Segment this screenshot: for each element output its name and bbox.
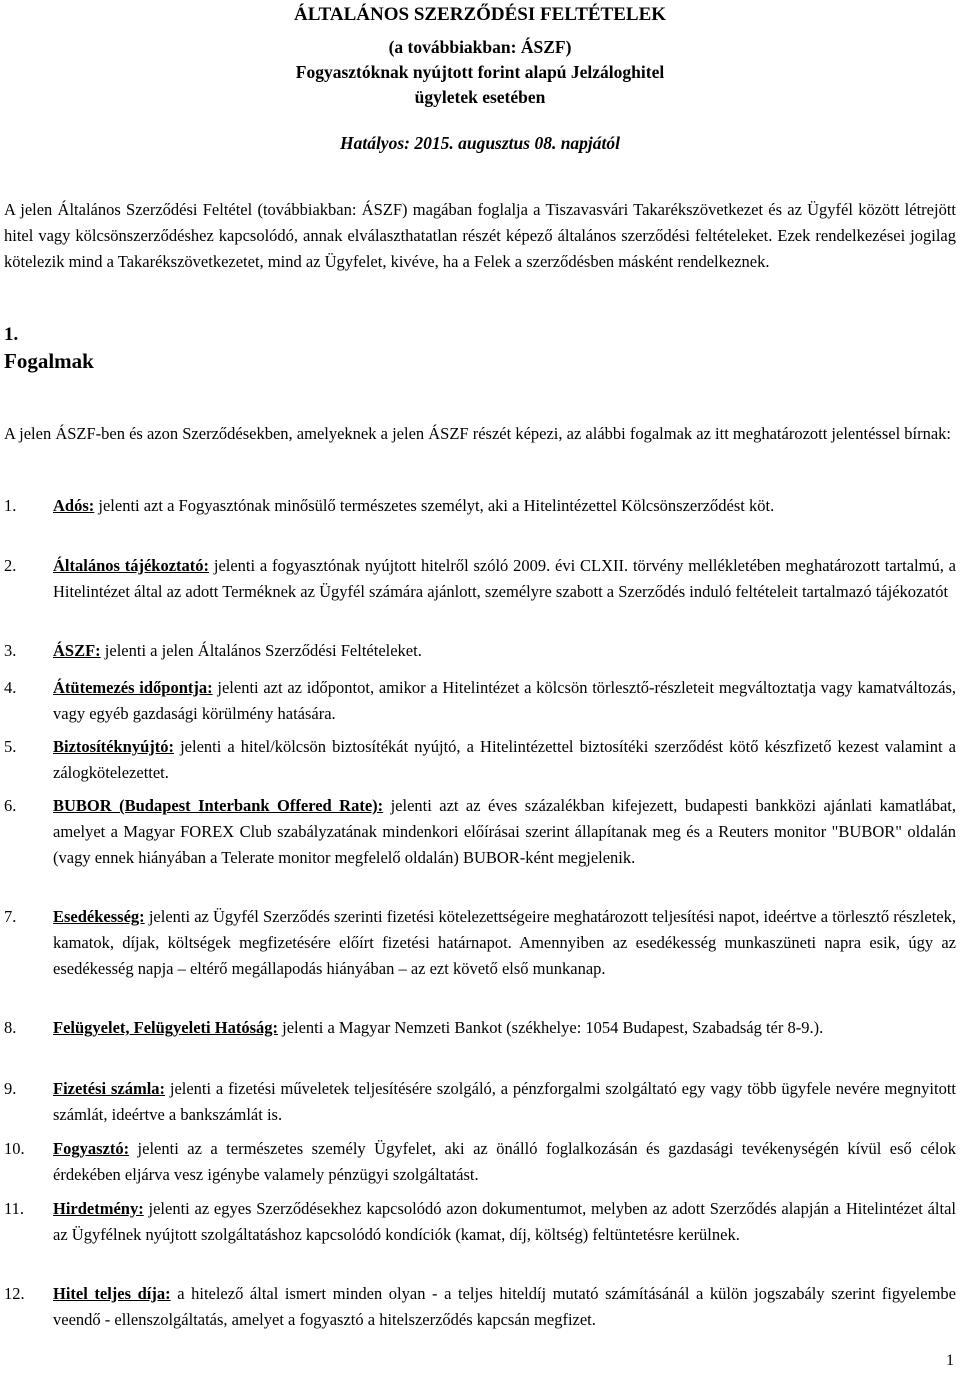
definition-text: a hitelező által ismert minden olyan - a teljes hiteldíj mutató számításánál a külön jogszabály szerint figyelembe veendő - ellenszolgáltatás, amelyet a fogyasztó a hitelszerződés kapcsán megfizet. bbox=[53, 1284, 956, 1329]
definition-term: ÁSZF: bbox=[53, 641, 101, 660]
definition-item bbox=[4, 675, 956, 727]
definition-number: 11. bbox=[4, 1199, 25, 1218]
section-lead-paragraph: A jelen ÁSZF-ben és azon Szerződésekben, amelyeknek a jelen ÁSZF részét képezi, az alábbi fogalmak az itt meghatározott jelentéssel bírnak: bbox=[4, 424, 952, 443]
definition-term: Átütemezés időpontja: bbox=[53, 678, 213, 697]
definition-item bbox=[4, 1136, 956, 1188]
definition-item bbox=[4, 904, 956, 982]
definition-number: 8. bbox=[4, 1018, 17, 1037]
document-subtitle: (a továbbiakban: ÁSZF) bbox=[388, 37, 572, 57]
definition-term: Fizetési számla: bbox=[53, 1079, 166, 1098]
definition-text: jelenti a fizetési műveletek teljesítésére szolgáló, a pénzforgalmi szolgáltató egy vagy több ügyfele nevére megnyitott számlát, ideértve a bankszámlát is. bbox=[53, 1079, 956, 1124]
definition-text: jelenti az Ügyfél Szerződés szerinti fizetési kötelezettségeire meghatározott teljesítési napot, ideértve a törlesztő részletek, kamatok, díjak, költségek megfizetésére előírt fizetési határnapot. Amennyiben az esedékesség munkaszüneti napra esik, úgy az esedékesség napja – eltérő megállapodás hiányában – az ezt követő első munkanap. bbox=[53, 907, 956, 978]
definition-number: 3. bbox=[4, 641, 17, 660]
definition-text: jelenti a hitel/kölcsön biztosítékát nyújtó, a Hitelintézettel biztosítéki szerződést kötő készfizető kezest valamint a zálogkötelezettet. bbox=[53, 737, 956, 782]
definition-number: 5. bbox=[4, 737, 17, 756]
definition-item bbox=[4, 734, 956, 786]
definition-text: jelenti a Magyar Nemzeti Bankot (székhelye: 1054 Budapest, Szabadság tér 8-9.). bbox=[277, 1018, 824, 1037]
definition-text: jelenti a jelen Általános Szerződési Feltételeket. bbox=[100, 641, 422, 660]
definition-term: BUBOR (Budapest Interbank Offered Rate): bbox=[53, 796, 384, 815]
definition-number: 4. bbox=[4, 678, 17, 697]
document-subtitle: ügyletek esetében bbox=[414, 87, 546, 107]
definition-term: Hitel teljes díja: bbox=[53, 1284, 171, 1303]
definition-term: Hirdetmény: bbox=[53, 1199, 144, 1218]
definition-text: jelenti az egyes Szerződésekhez kapcsolódó azon dokumentumot, melyben az adott Szerződés alapján a Hitelintézet által az Ügyfélnek nyújtott szolgáltatáshoz kapcsolódó kondíciók (kamat, díj, költség) feltüntetésre kerülnek. bbox=[53, 1199, 956, 1244]
definition-item bbox=[4, 1196, 956, 1248]
effective-date: Hatályos: 2015. augusztus 08. napjától bbox=[339, 133, 621, 153]
section-title: Fogalmak bbox=[4, 349, 94, 373]
definition-term: Általános tájékoztató: bbox=[53, 556, 210, 575]
definition-term: Fogyasztó: bbox=[53, 1139, 130, 1158]
definition-text: jelenti a fogyasztónak nyújtott hitelről szóló 2009. évi CLXII. törvény mellékletében meghatározott tartalmú, a Hitelintézet által az adott Terméknek az Ügyfél számára ajánlott, személyre szabott a Szerződés induló feltételeit tartalmazó tájékozatót bbox=[53, 556, 956, 601]
definition-term: Biztosítéknyújtó: bbox=[53, 737, 174, 756]
definition-item bbox=[4, 793, 956, 871]
definition-number: 6. bbox=[4, 796, 17, 815]
definition-item bbox=[4, 1076, 956, 1128]
page-number: 1 bbox=[946, 1352, 954, 1369]
definition-number: 12. bbox=[4, 1284, 25, 1303]
section-number: 1. bbox=[4, 324, 19, 345]
definition-item bbox=[4, 1015, 956, 1041]
definition-text: jelenti az a természetes személy Ügyfelet, aki az önálló foglalkozásán és gazdasági tevékenységén kívül eső célok érdekében eljárva vesz igénybe valamely pénzügyi szolgáltatást. bbox=[53, 1139, 956, 1184]
document-subtitle: Fogyasztóknak nyújtott forint alapú Jelzáloghitel bbox=[295, 62, 665, 82]
definition-number: 10. bbox=[4, 1139, 25, 1158]
definition-item bbox=[4, 638, 956, 664]
definition-term: Felügyelet, Felügyeleti Hatóság: bbox=[53, 1018, 278, 1037]
document-title: ÁLTALÁNOS SZERZŐDÉSI FELTÉTELEK bbox=[293, 4, 667, 25]
definition-term: Adós: bbox=[53, 496, 95, 515]
definition-item bbox=[4, 493, 956, 519]
definition-number: 1. bbox=[4, 496, 17, 515]
definition-number: 9. bbox=[4, 1079, 17, 1098]
definition-number: 2. bbox=[4, 556, 17, 575]
intro-paragraph: A jelen Általános Szerződési Feltétel (továbbiakban: ÁSZF) magában foglalja a Tiszavasvári Takarékszövetkezet és az Ügyfél között létrejött hitel vagy kölcsönszerződéshez kapcsolódó, annak elválaszthatatlan részét képező általános szerződési feltételeket. Ezek rendelkezései jogilag kötelezik mind a Takarékszövetkezetet, mind az Ügyfelet, kivéve, ha a Felek a szerződésben másként rendelkeznek. bbox=[4, 200, 956, 271]
definition-item bbox=[4, 553, 956, 605]
definition-term: Esedékesség: bbox=[53, 907, 145, 926]
definition-number: 7. bbox=[4, 907, 17, 926]
definition-item bbox=[4, 1281, 956, 1333]
definition-text: jelenti azt az éves százalékban kifejezett, budapesti bankközi ajánlati kamatlábat, amelyet a Magyar FOREX Club szabályzatának mindenkori előírásai szerint állapítanak meg és a Reuters monitor "BUBOR" oldalán (vagy ennek hiányában a Telerate monitor megfelelő oldalán) BUBOR-ként megjelenik. bbox=[53, 796, 956, 867]
definition-text: jelenti azt az időpontot, amikor a Hitelintézet a kölcsön törlesztő-részleteit megváltoztatja vagy kamatváltozás, vagy egyéb gazdasági körülmény hatására. bbox=[53, 678, 956, 723]
definition-text: jelenti azt a Fogyasztónak minősülő természetes személyt, aki a Hitelintézettel Kölcsönszerződést köt. bbox=[94, 496, 775, 515]
